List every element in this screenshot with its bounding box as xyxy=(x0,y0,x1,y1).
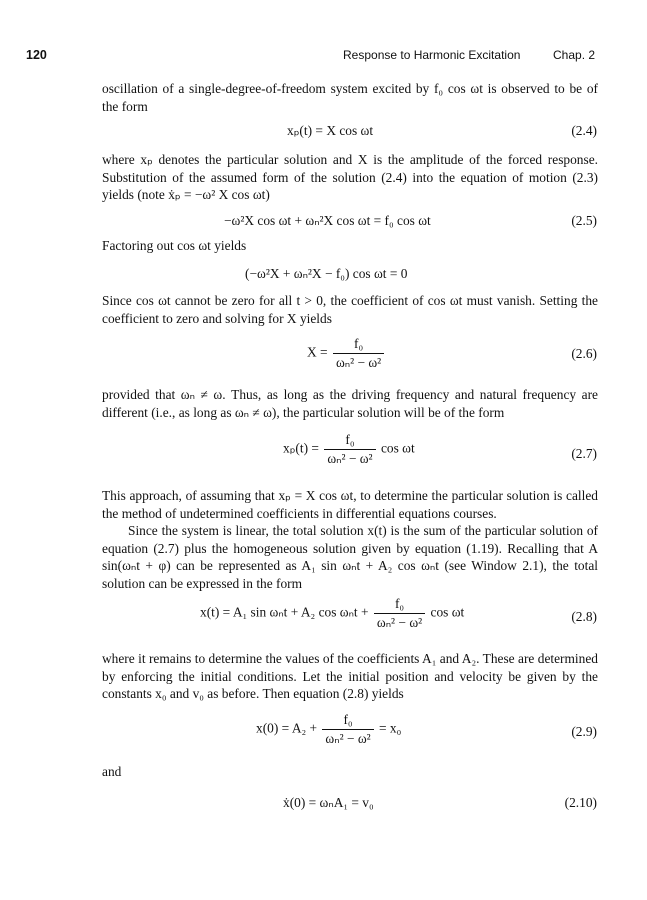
equation-2-10-label: (2.10) xyxy=(564,795,597,810)
equation-2-7-label: (2.7) xyxy=(571,446,597,461)
equation-2-8-numerator: f₀ xyxy=(374,596,425,614)
equation-2-6-fraction xyxy=(333,336,384,371)
equation-2-6-numerator: f₀ xyxy=(333,336,384,354)
equation-2-4: xₚ(t) = X cos ωt xyxy=(287,123,374,138)
equation-2-8-label: (2.8) xyxy=(571,609,597,624)
equation-2-7-lhs: xₚ(t) = xyxy=(283,440,319,456)
equation-2-8-rhs: cos ωt xyxy=(430,604,465,620)
equation-2-9 xyxy=(256,712,401,747)
paragraph-6a: This approach, of assuming that xₚ = X cos ωt, to determine the particular solution is called the method of undetermined coefficients in differential equations courses. xyxy=(102,488,598,521)
equation-2-7-rhs: cos ωt xyxy=(380,440,415,456)
equation-2-5-label: (2.5) xyxy=(571,213,597,228)
equation-2-6-label: (2.6) xyxy=(571,346,597,361)
equation-2-8 xyxy=(200,596,464,631)
equation-2-6-denominator: ωₙ² − ω² xyxy=(335,355,382,370)
paragraph-2: where xₚ denotes the particular solution and X is the amplitude of the forced response. Substitution of the assumed form of the solution (2.4) into the equation of motion (2.3) yields (note ẋₚ = −ω² X cos ωt) xyxy=(102,152,598,203)
paragraph-4: Since cos ωt cannot be zero for all t > 0, the coefficient of cos ωt must vanish. Setting the coefficient to zero and solving for X yields xyxy=(102,293,598,326)
equation-2-9-label: (2.9) xyxy=(571,724,597,739)
equation-2-4-label: (2.4) xyxy=(571,123,597,138)
paragraph-1: oscillation of a single-degree-of-freedom system excited by f₀ cos ωt is observed to be of the form xyxy=(102,81,598,114)
paragraph-6b: Since the system is linear, the total solution x(t) is the sum of the particular solution of equation (2.7) plus the homogeneous solution given by equation (1.19). Recalling that A sin(ωₙt + φ) can be represented as A₁ sin ωₙt + A₂ cos ωₙt (see Window 2.1), the total solution can be expressed in the form xyxy=(102,523,598,591)
page-number: 120 xyxy=(26,48,47,62)
paragraph-5: provided that ωₙ ≠ ω. Thus, as long as the driving frequency and natural frequency are different (i.e., as long as ωₙ ≠ ω), the particular solution will be of the form xyxy=(102,387,598,420)
equation-2-8-fraction xyxy=(374,596,425,631)
equation-2-10: ẋ(0) = ωₙA₁ = v₀ xyxy=(283,795,374,810)
equation-2-9-numerator: f₀ xyxy=(322,712,373,730)
equation-2-7-denominator: ωₙ² − ω² xyxy=(327,451,373,466)
running-title: Response to Harmonic Excitation xyxy=(343,48,521,62)
paragraph-3: Factoring out cos ωt yields xyxy=(102,238,247,253)
equation-unnumbered: (−ω²X + ωₙ²X − f₀) cos ωt = 0 xyxy=(245,266,408,281)
equation-2-8-lhs: x(t) = A₁ sin ωₙt + A₂ cos ωₙt + xyxy=(200,604,369,620)
equation-2-6 xyxy=(307,336,386,371)
chapter-label: Chap. 2 xyxy=(553,48,596,62)
equation-2-7-numerator: f₀ xyxy=(324,432,375,450)
equation-2-9-denominator: ωₙ² − ω² xyxy=(325,731,371,746)
equation-2-7-fraction xyxy=(324,432,375,467)
equation-2-9-rhs: = x₀ xyxy=(379,720,402,736)
paragraph-7: where it remains to determine the values of the coefficients A₁ and A₂. These are determined by enforcing the initial conditions. Let the initial position and velocity be given by the constants x₀ and v₀ as before. Then equation (2.8) yields xyxy=(102,651,598,702)
equation-2-6-lhs: X = xyxy=(307,344,328,360)
equation-2-8-denominator: ωₙ² − ω² xyxy=(376,615,423,630)
equation-2-9-fraction xyxy=(322,712,373,747)
equation-2-9-lhs: x(0) = A₂ + xyxy=(256,720,318,736)
equation-2-5: −ω²X cos ωt + ωₙ²X cos ωt = f₀ cos ωt xyxy=(224,213,431,228)
equation-2-7 xyxy=(283,432,415,467)
word-and: and xyxy=(102,764,122,779)
